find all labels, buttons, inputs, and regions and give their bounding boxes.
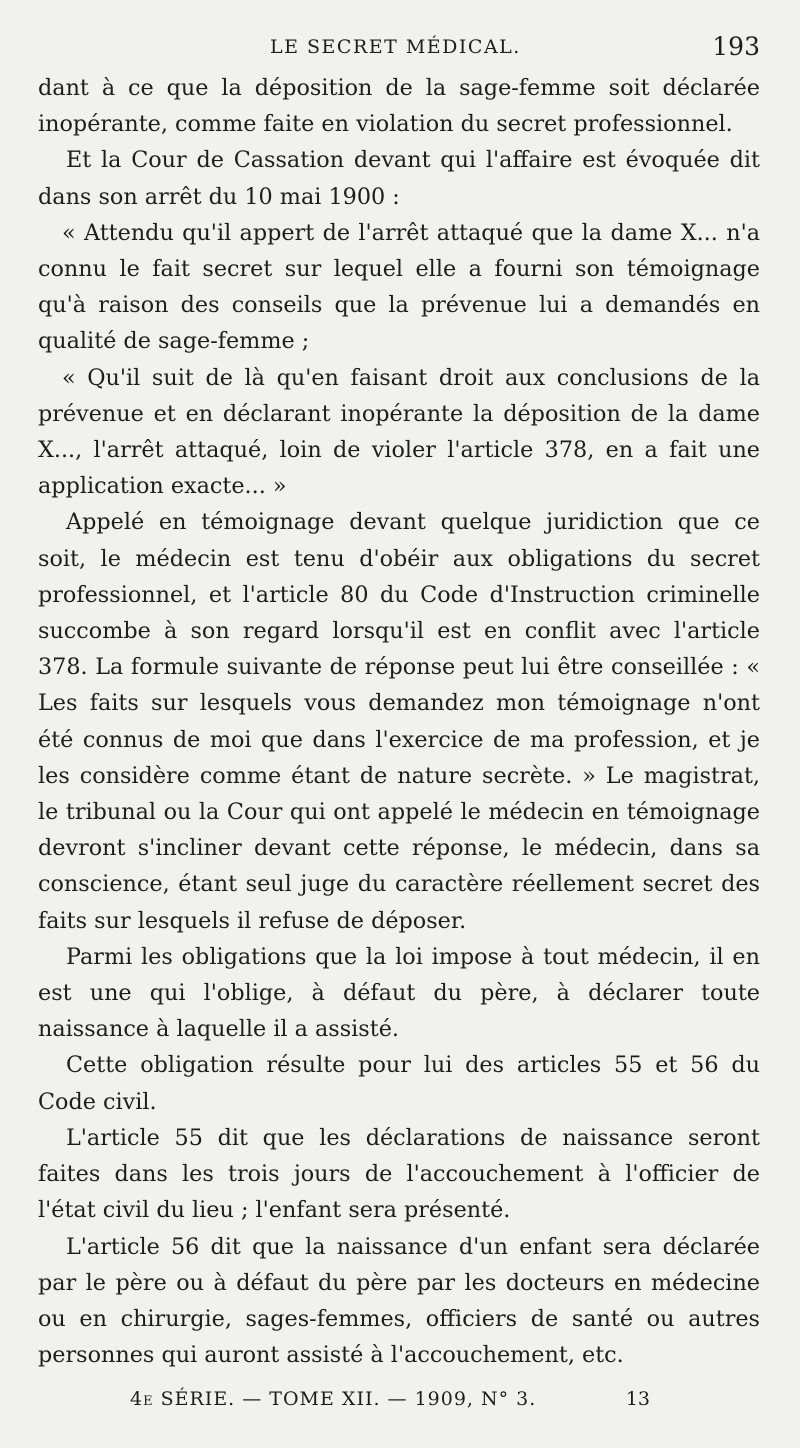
series-line: 4e SÉRIE. — TOME XII. — 1909, N° 3. (130, 1388, 537, 1410)
running-title: LE SECRET MÉDICAL. (270, 36, 521, 58)
quote-paragraph: « Attendu qu'il appert de l'arrêt attaqué que la dame X... n'a connu le fait secret sur lequel elle a fourni son témoignage qu'à raison des conseils que la prévenue lui a demandés en qualité de sage-femme ; (38, 219, 760, 355)
running-header (38, 28, 760, 68)
page-number: 193 (712, 32, 760, 61)
paragraph: Et la Cour de Cassation devant qui l'affaire est évoquée dit dans son arrêt du 10 mai 1900 : (38, 147, 760, 210)
signature-mark: 13 (625, 1388, 650, 1410)
body-text (38, 70, 760, 1373)
paragraph: Cette obligation résulte pour lui des articles 55 et 56 du Code civil. (38, 1052, 760, 1115)
paragraph: L'article 55 dit que les déclarations de naissance seront faites dans les trois jours de l'accouchement à l'officier de l'état civil du lieu ; l'enfant sera présenté. (38, 1124, 760, 1224)
paragraph: dant à ce que la déposition de la sage-femme soit déclarée inopérante, comme faite en violation du secret professionnel. (38, 75, 760, 138)
paragraph: Appelé en témoignage devant quelque juridiction que ce soit, le médecin est tenu d'obéir aux obligations du secret professionnel, et l'article 80 du Code d'Instruction criminelle succombe à son regard lorsqu'il est en conflit avec l'article 378. La formule suivante de réponse peut lui être conseillée : « Les faits sur lesquels vous demandez mon témoignage n'ont été connus de moi que dans l'exercice de ma profession, et je les considère comme étant de nature secrète. » Le magistrat, le tribunal ou la Cour qui ont appelé le médecin en témoignage devront s'incliner devant cette réponse, le médecin, dans sa conscience, étant seul juge du caractère réellement secret des faits sur lesquels il refuse de déposer. (38, 509, 760, 934)
paragraph: Parmi les obligations que la loi impose à tout médecin, il en est une qui l'oblige, à défaut du père, à déclarer toute naissance à laquelle il a assisté. (38, 943, 760, 1043)
paragraph: L'article 56 dit que la naissance d'un enfant sera déclarée par le père ou à défaut du père par les docteurs en médecine ou en chirurgie, sages-femmes, officiers de santé ou autres personnes qui auront assisté à l'accouchement, etc. (38, 1233, 760, 1369)
quote-paragraph: « Qu'il suit de là qu'en faisant droit aux conclusions de la prévenue et en déclarant inopérante la déposition de la dame X..., l'arrêt attaqué, loin de violer l'article 378, en a fait une application exacte... » (38, 364, 760, 500)
